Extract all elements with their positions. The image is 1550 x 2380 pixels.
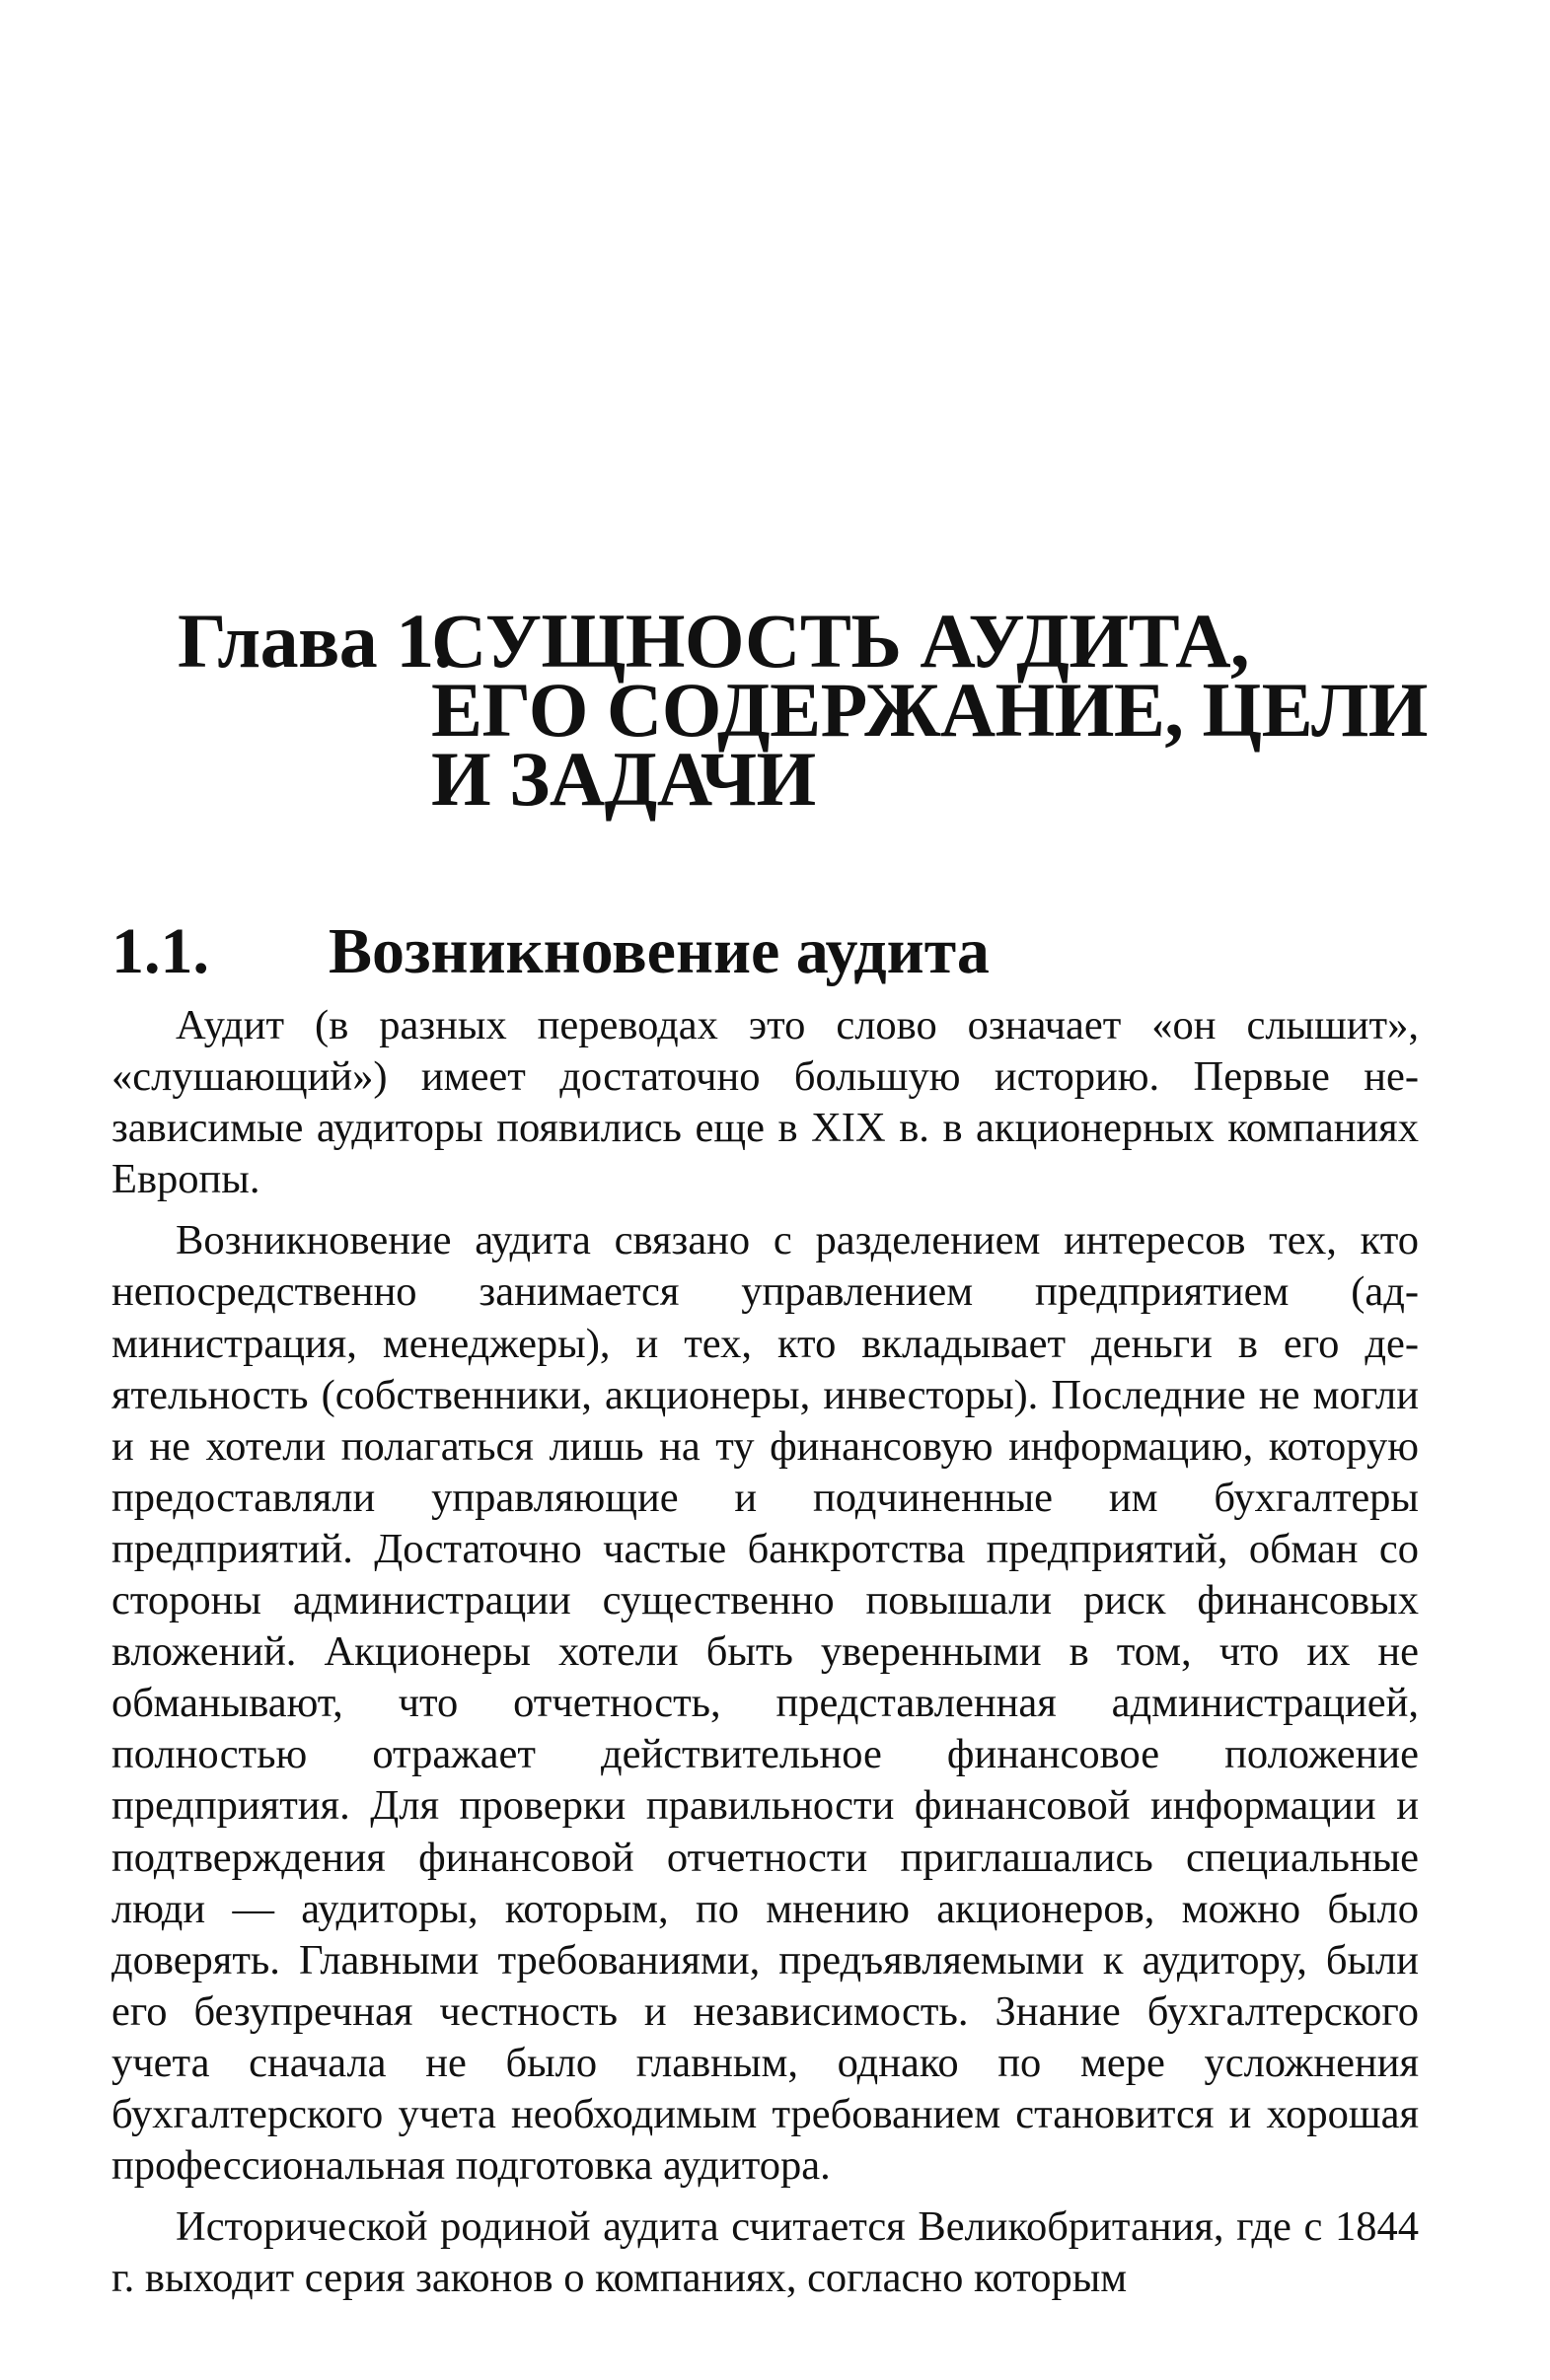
body-text: [111, 1000, 1419, 2314]
paragraph: Исторической родиной аудита считается Великобритания, где с 1844 г. выходит серия законов о компаниях, согласно которым: [111, 2203, 1419, 2302]
section-title: Возникновение аудита: [329, 915, 990, 987]
chapter-title-line: СУЩНОСТЬ АУДИТА,: [431, 598, 1250, 684]
chapter-title-line: ЕГО СОДЕРЖАНИЕ, ЦЕЛИ: [431, 667, 1428, 753]
paragraph: Аудит (в разных переводах это слово означает «он слышит», «слушающий») имеет достаточно большую историю. Первые независимые аудиторы появились еще в XIX в. в акционерных компаниях Европы.: [111, 1002, 1419, 1203]
section-number: 1.1.: [111, 915, 209, 987]
chapter-title-line: И ЗАДАЧИ: [431, 736, 816, 822]
paragraph: Возникновение аудита связано с разделением интересов тех, кто непосредственно занимается управлением предприятием (администрация, менеджеры), и тех, кто вкладывает деньги в его деятельность (собственники, акционеры, инвесторы). Последние не могли и не хотели полагаться лишь на ту финансовую информацию, которую предоставляли управляющие и подчиненные им бухгалтеры предприятий. Достаточно частые банкротства предприятий, обман со стороны администрации существенно повышали риск финансовых вложений. Акционеры хотели быть уверенными в том, что их не обманывают, что отчетность, представленная администрацией, полностью отражает действительное финансовое положение предприятия. Для проверки правильности финансовой информации и подтверждения финансовой отчетности приглашались специальные люди — аудиторы, которым, по мнению акционеров, можно было доверять. Главными требованиями, предъявляемыми к аудитору, были его безупречная честность и независимость. Знание бухгалтерского учета сначала не было главным, однако по мере усложнения бухгалтерского учета необходимым требованием становится и хорошая профессиональная подготовка аудитора.: [111, 1217, 1419, 2190]
chapter-title: [431, 598, 1428, 822]
section-heading: [111, 912, 990, 991]
chapter-label: Глава 1.: [178, 598, 453, 684]
